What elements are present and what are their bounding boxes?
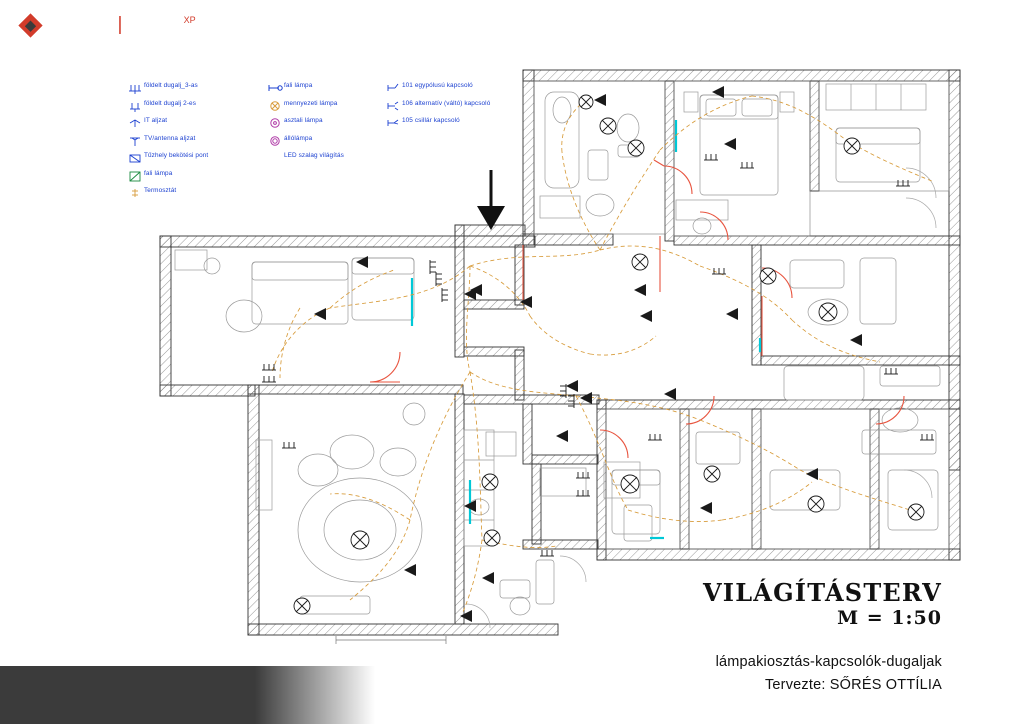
legend <box>126 82 686 192</box>
legend-label: fali lámpa <box>144 169 173 177</box>
legend-item <box>266 100 396 112</box>
switch-alternating-icon <box>384 100 402 112</box>
legend-item <box>384 82 644 94</box>
tv-antenna-socket-icon <box>126 135 144 147</box>
legend-item <box>266 117 396 129</box>
plan-title: VILÁGÍTÁSTERV <box>702 578 942 607</box>
legend-item <box>266 135 396 147</box>
table-lamp-icon <box>266 117 284 129</box>
legend-item <box>126 152 266 164</box>
legend-item <box>384 100 644 112</box>
legend-label: földelt dugalj_3-as <box>144 82 198 89</box>
legend-label: Termosztát <box>144 187 177 194</box>
footer-bar <box>0 666 255 724</box>
legend-column-3 <box>384 82 644 135</box>
legend-column-2 <box>266 82 396 170</box>
logo-bar: | <box>117 14 126 35</box>
switch-chandelier-icon <box>384 117 402 129</box>
legend-label: 101 egypólusú kapcsoló <box>402 82 473 89</box>
legend-item <box>126 187 266 199</box>
plan-author: Tervezte: SŐRÉS OTTÍLIA <box>764 676 942 693</box>
it-socket-icon <box>126 117 144 129</box>
logo-line: LINE <box>125 14 182 35</box>
plan-subtitle: lámpakiosztás-kapcsolók-dugaljak <box>715 654 942 671</box>
footer-gradient <box>255 666 375 724</box>
legend-item <box>266 82 396 94</box>
legend-item <box>126 100 266 112</box>
logo-text <box>50 14 196 36</box>
legend-item <box>126 135 266 147</box>
plan-scale: M = 1:50 <box>837 607 942 630</box>
archline-logo <box>22 14 196 36</box>
wall-lamp-bracket-icon <box>266 82 284 94</box>
legend-item <box>266 152 396 164</box>
ceiling-lamp-icon <box>266 100 284 112</box>
legend-label: fali lámpa <box>284 82 313 89</box>
wall-lamp-icon <box>126 170 144 182</box>
stove-connection-icon <box>126 152 144 164</box>
legend-column-1 <box>126 82 266 205</box>
legend-item <box>384 117 644 129</box>
legend-label: LED szalag világítás <box>284 152 344 159</box>
legend-label: Tűzhely bekötési pont <box>144 152 209 159</box>
switch-single-icon <box>384 82 402 94</box>
logo-arch: ARCH <box>50 14 118 35</box>
legend-item <box>126 117 266 129</box>
floor-lamp-icon <box>266 135 284 147</box>
legend-item <box>126 82 266 94</box>
legend-label: 105 csillár kapcsoló <box>402 117 460 124</box>
legend-label: 106 alternatív (váltó) kapcsoló <box>402 99 491 107</box>
legend-label: földelt dugalj 2-es <box>144 99 196 107</box>
grounded-socket-3-icon <box>126 82 144 94</box>
legend-label: asztali lámpa <box>284 117 323 124</box>
led-strip-icon <box>266 152 284 164</box>
legend-item <box>126 170 266 182</box>
logo-xp: XP <box>183 14 196 25</box>
diamond-logo-icon <box>18 13 42 37</box>
legend-label: IT aljzat <box>144 117 168 124</box>
thermostat-icon <box>126 187 144 199</box>
title-block <box>522 580 942 696</box>
legend-label: mennyezeti lámpa <box>284 99 338 107</box>
grounded-socket-2-icon <box>126 100 144 112</box>
legend-label: TV/antenna aljzat <box>144 134 196 142</box>
legend-label: állólámpa <box>284 134 313 142</box>
